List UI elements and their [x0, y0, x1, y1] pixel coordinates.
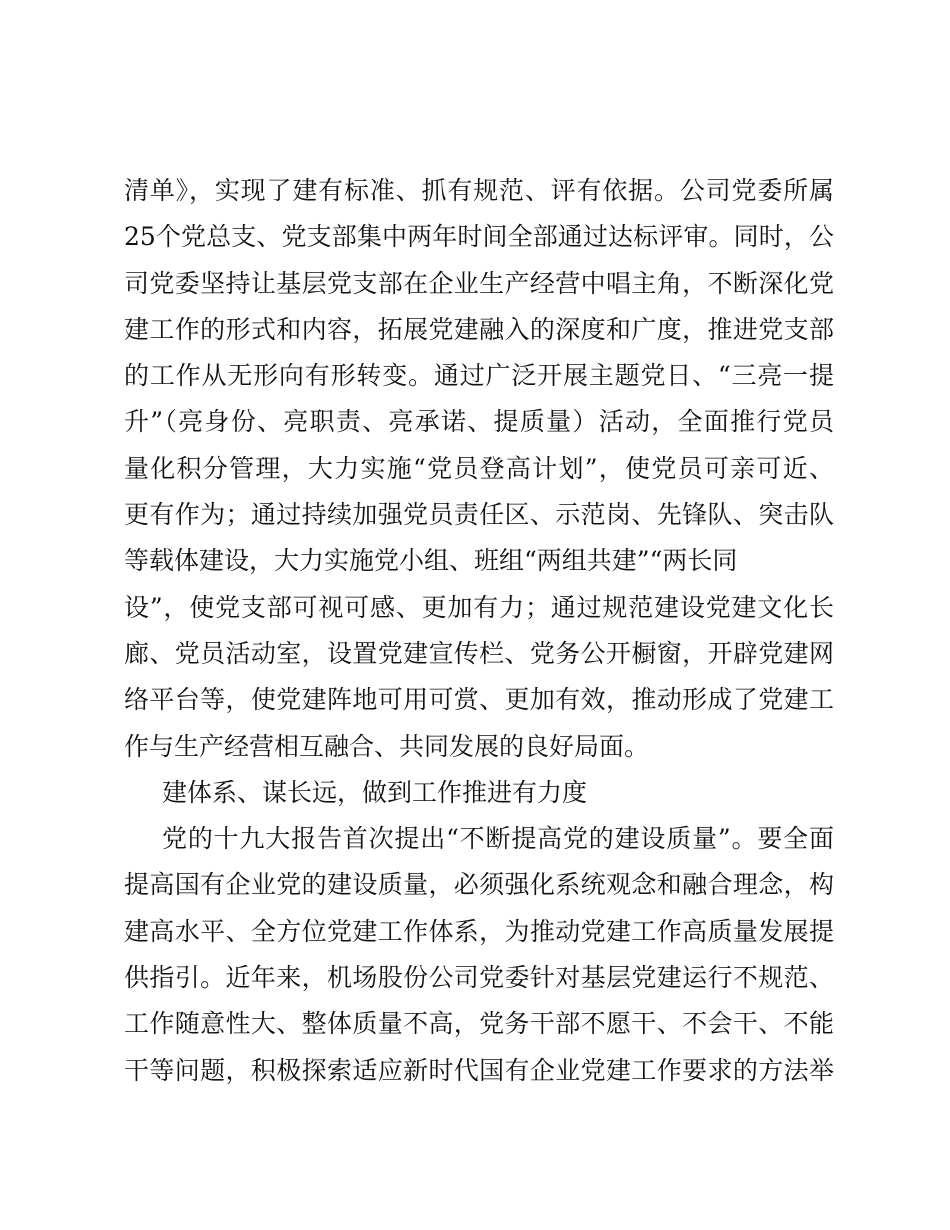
- text-line: 的工作从无形向有形转变。通过广泛开展主题党日、“三亮一提: [124, 361, 834, 391]
- text-line: 干等问题，积极探索适应新时代国有企业党建工作要求的方法举: [124, 1055, 834, 1085]
- text-line: 络平台等，使党建阵地可用可赏、更加有效，推动形成了党建工: [124, 685, 834, 715]
- text-line: 设”，使党支部可视可感、更加有力；通过规范建设党建文化长: [124, 592, 834, 622]
- section-heading: 建体系、谋长远，做到工作推进有力度: [162, 777, 588, 807]
- text-line: 建高水平、全方位党建工作体系，为推动党建工作高质量发展提: [124, 916, 834, 946]
- text-line: 等载体建设，大力实施党小组、班组“两组共建”“两长同: [124, 546, 738, 576]
- text-line: 清单》，实现了建有标准、抓有规范、评有依据。公司党委所属: [124, 176, 834, 205]
- paragraph-first-line: 党的十九大报告首次提出“不断提高党的建设质量”。要全面: [162, 824, 834, 854]
- text-line: 升”（亮身份、亮职责、亮承诺、提质量）活动，全面推行党员: [124, 407, 834, 437]
- text-line: 量化积分管理，大力实施“党员登高计划”，使党员可亲可近、: [124, 453, 834, 483]
- body-text: [124, 168, 834, 1094]
- text-line: 更有作为；通过持续加强党员责任区、示范岗、先锋队、突击队: [124, 500, 834, 530]
- text-line: 建工作的形式和内容，拓展党建融入的深度和广度，推进党支部: [124, 314, 834, 344]
- text-line: 25个党总支、党支部集中两年时间全部通过达标评审。同时，公: [124, 222, 834, 252]
- text-line: 工作随意性大、整体质量不高，党务干部不愿干、不会干、不能: [124, 1009, 834, 1039]
- text-line: 供指引。近年来，机场股份公司党委针对基层党建运行不规范、: [124, 963, 834, 993]
- text-line: 提高国有企业党的建设质量，必须强化系统观念和融合理念，构: [124, 870, 834, 900]
- text-line: 廊、党员活动室，设置党建宣传栏、党务公开橱窗，开辟党建网: [124, 638, 834, 668]
- text-line: 司党委坚持让基层党支部在企业生产经营中唱主角，不断深化党: [124, 268, 834, 298]
- paragraph-end-line: 作与生产经营相互融合、共同发展的良好局面。: [124, 731, 650, 761]
